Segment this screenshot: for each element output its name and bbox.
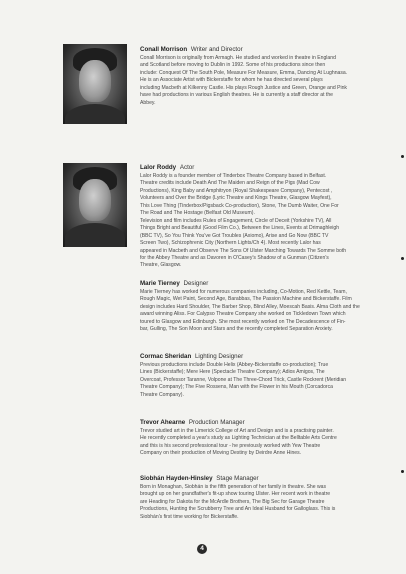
shoulders-shape bbox=[65, 223, 125, 247]
bio-text: Marie Tierney has worked for numerous companies including, Co-Motion, Red Kettle, Team, Rough Magic, Wet Paint, Second Age, Barabbas, The Passion Machine and Bickerstaffe. Film design includes Hard Shoulder, The Barber Shop, Blind Alley, Moescah Basis. Alma Cloth and the award winning Aliss. For Calypso Theatre Company she worked on Tickledown Town which toured to Glasgow and Edinburgh. She most recently worked on The Decadescence of Fin- bar, Gulling, The Son Moon and Stars and the recently completed Separation Anxiety. bbox=[140, 289, 360, 333]
portrait-photo-conall-morrison bbox=[63, 44, 127, 124]
bio-heading bbox=[140, 46, 398, 54]
bio-marie-tierney bbox=[140, 280, 398, 334]
bio-siobhan-hayden-hinsley bbox=[140, 475, 398, 521]
bio-text: Lalor Roddy is a founder member of Tinderbox Theatre Company based in Belfast. Theatre credits include Death And The Maiden and Reign of the Pigs (Mad Cow Productions), King Baby and Amphitryon (Royal Shakespeare Company), Pentecost , Volunteers and Over the Bridge (Lyric Theatre and Kings Theatre, Glasgow Mayfest), This Love Thing (Tinderbox/Pigsback Co-production), Stone, The Dumb Waiter, One For The Road and The Hostage (Belfast Old Museum). Television and film includes Rules of Engagement, Circle of Deceit (Yorkshire TV), All Things Bright and Beautiful (Good Film Co.), Between the Lines, Events at Drimaghleigh (BBC TV), So You Think You've Got Troubles (Axiomo), Arise and Go Now (BBC TV Screen Two), Schizophrenic City (Northern Lights/Ch 4). Most recently Lalor has appeared in Macbeth and Observe The Sons Of Ulster Marching Towards The Somme both for the Abbey Theatre and as Davoren in O'Casey's Shadow of a Gunman (Citizen's Theatre, Glasgow. bbox=[140, 173, 347, 269]
bio-role: Lighting Designer bbox=[194, 353, 244, 360]
bio-trevor-ahearne bbox=[140, 419, 398, 458]
bio-heading bbox=[140, 164, 398, 172]
page-number: 4 bbox=[197, 544, 207, 554]
bio-text: Conall Morrison is originally from Armagh. He studied and worked in theatre in England and Scotland before moving to Dublin in 1992. Some of his productions since then include: Conquest Of The South Pole, Measure For Measure, Emma, Dancing At Lughnasa. He is an Associate Artist with Bickerstaffe for whom he has directed several plays including Macbeth at Kilkenny Castle. His plays Rough Justice and Green, Orange and Pink have had productions in various English theatres. He is currently a staff director at the Abbey. bbox=[140, 55, 348, 106]
bio-name: Cormac Sheridan bbox=[140, 353, 192, 360]
bio-heading bbox=[140, 419, 398, 427]
binding-hole-mark bbox=[401, 155, 404, 158]
bio-heading bbox=[140, 280, 398, 288]
face-shape bbox=[79, 60, 111, 102]
face-shape bbox=[79, 179, 111, 221]
bio-text: Born in Monaghan, Siobhán is the fifth generation of her family in theatre. She was brought up on her grandfather's fit-up show touring Ulster. Her recent work in theatre are Heading for Dakota for the McArdle Brothers, The Big Sec for Garage Theatre Productions, Hunting the Scrubberry Tree and An Ideal Husband for Galloglass. This is Siobhán's first time working for Bickerstaffe. bbox=[140, 484, 336, 520]
bio-role: Production Manager bbox=[188, 419, 245, 426]
bio-name: Conall Morrison bbox=[140, 46, 188, 53]
bio-role: Designer bbox=[183, 280, 209, 287]
binding-hole-mark bbox=[401, 257, 404, 260]
bio-heading bbox=[140, 353, 398, 361]
bio-name: Siobhán Hayden-Hinsley bbox=[140, 475, 213, 482]
bio-name: Marie Tierney bbox=[140, 280, 180, 287]
binding-hole-mark bbox=[401, 470, 404, 473]
portrait-photo-lalor-roddy bbox=[63, 163, 127, 247]
bio-name: Trevor Ahearne bbox=[140, 419, 186, 426]
bio-text: Previous productions include Double Helix (Abbey-Bickerstaffe co-production); True Lines (Bickerstaffe); Mere Here (Spectacle Theatre Company); Adios Amigos, The Overcoat, Professor Taranne, Volpone at The Three-Chord Trick, Castle Rockrent (Meridian Theatre Company); The Five Rossens, Man with the Flower in his Mouth (Corcadorca Theatre Company). bbox=[140, 362, 347, 398]
bio-cormac-sheridan bbox=[140, 353, 398, 399]
bio-role: Writer and Director bbox=[190, 46, 243, 53]
bio-role: Stage Manager bbox=[216, 475, 259, 482]
bio-heading bbox=[140, 475, 398, 483]
bio-role: Actor bbox=[179, 164, 195, 171]
shoulders-shape bbox=[65, 104, 125, 124]
bio-conall-morrison bbox=[140, 46, 398, 107]
bio-name: Lalor Roddy bbox=[140, 164, 177, 171]
bio-lalor-roddy bbox=[140, 164, 398, 270]
bio-text: Trevor studied art in the Limerick College of Art and Design and is a practising painter. He recently completed a year's study as Lighting Technician at the Belltable Arts Centre and this is his second professional tour - he previously worked with Yew Theatre Company on their production of Moving Destiny by Deirdre Anne Hines. bbox=[140, 428, 337, 457]
